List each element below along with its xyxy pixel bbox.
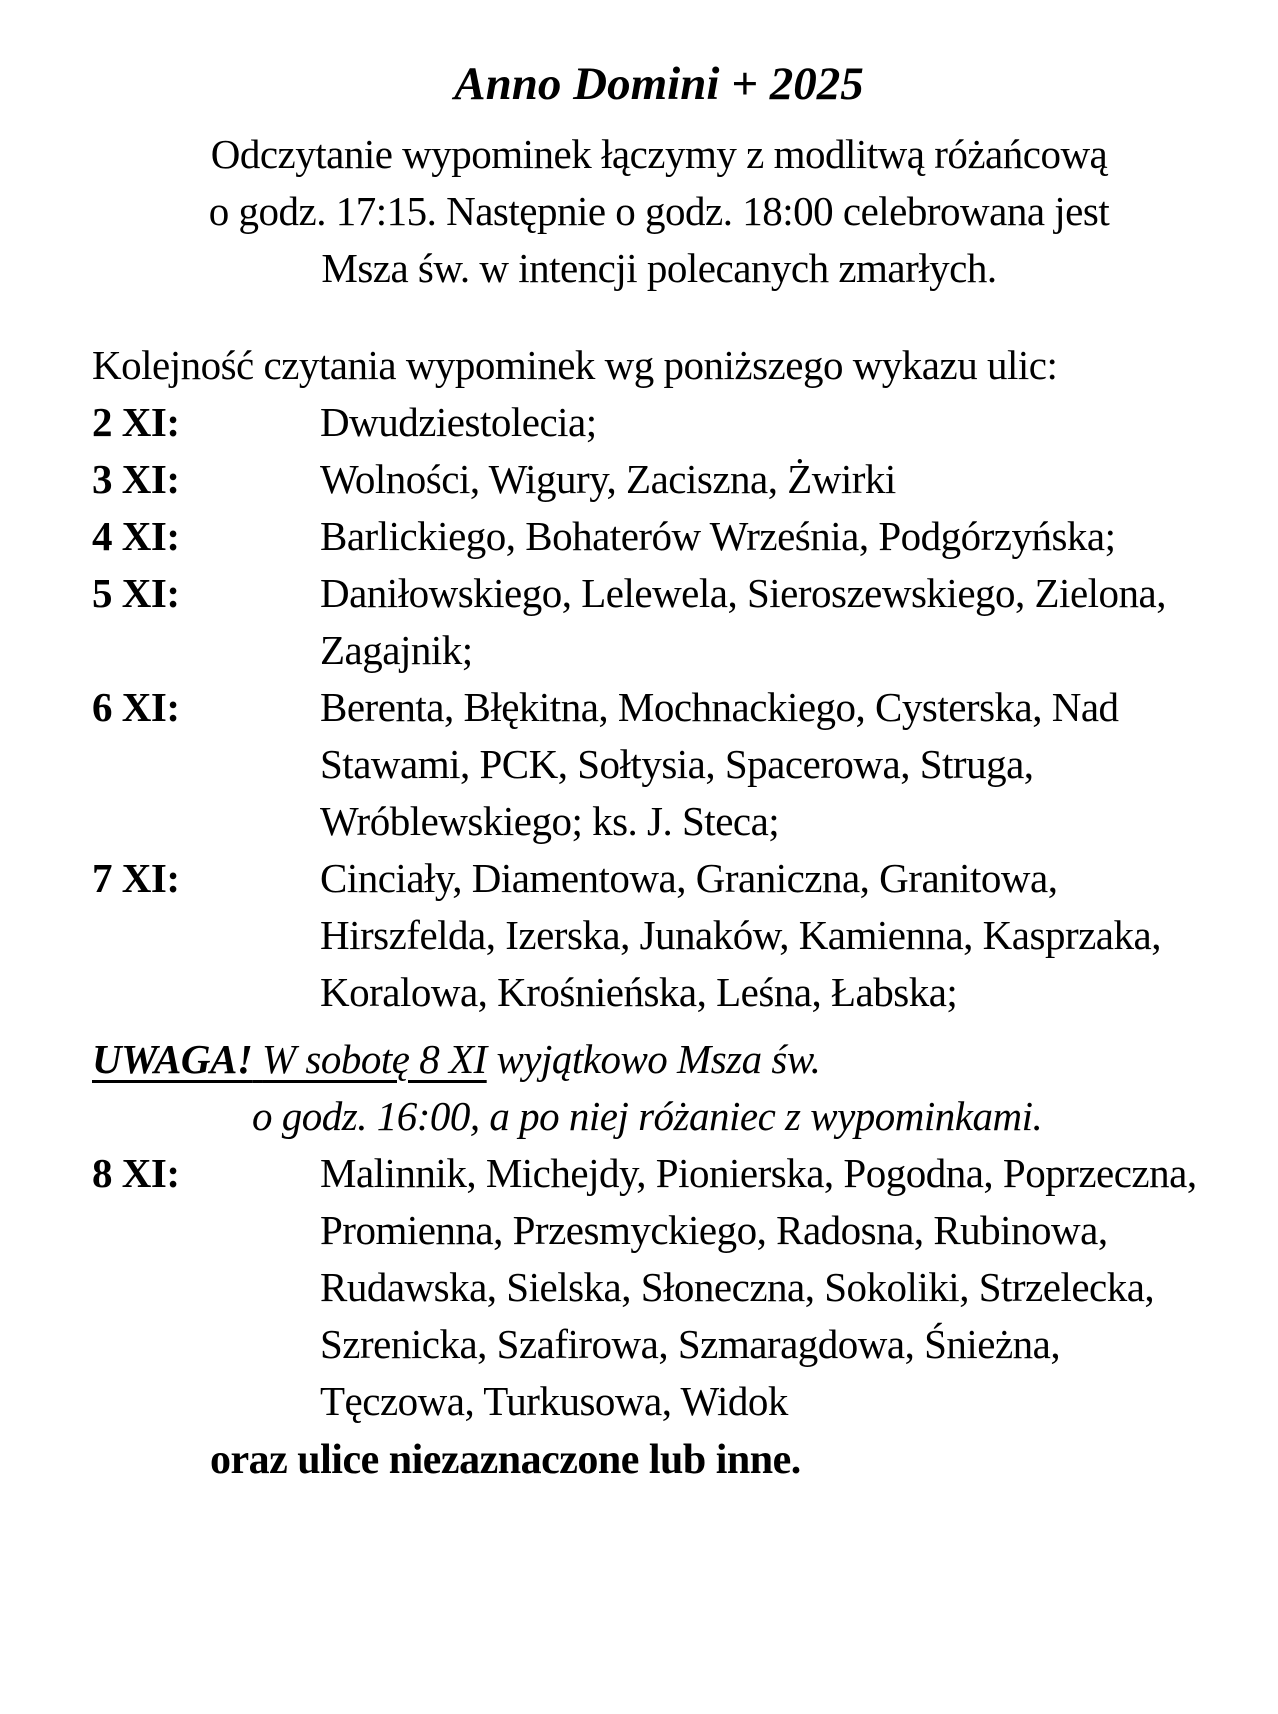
schedule-row-4xi [92,508,1226,565]
schedule-streets: Wolności, Wigury, Zaciszna, Żwirki [320,456,896,502]
intro-line-1: Odczytanie wypominek łączymy z modlitwą różańcową [210,131,1108,177]
schedule-row-7xi [92,850,1226,1021]
intro-paragraph [92,126,1226,297]
schedule-day-label: 6 XI: [92,684,180,730]
schedule-row-3xi [92,451,1226,508]
schedule-streets: Malinnik, Michejdy, Pionierska, Pogodna, Poprzeczna, Promienna, Przesmyckiego, Radosna, Rubinowa, Rudawska, Sielska, Słoneczna, Sokoliki, Strzelecka, Szrenicka, Szafirowa, Szmaragdowa, Śnieżna, Tęczowa, Turkusowa, Widok [320,1150,1197,1424]
notice-underlined-part [92,1036,487,1082]
intro-line-3: Msza św. w intencji polecanych zmarłych. [321,245,997,291]
page-title: Anno Domini + 2025 [454,58,864,110]
schedule-row-5xi [92,565,1226,679]
schedule-day-label: 2 XI: [92,399,180,445]
notice-rest-text: wyjątkowo Msza św. [496,1036,821,1082]
schedule-streets: Dwudziestolecia; [320,399,597,445]
saturday-notice-time: o godz. 16:00, a po niej różaniec z wypominkami. [252,1093,1043,1139]
schedule-row-2xi [92,394,1226,451]
schedule-day-label: 5 XI: [92,570,180,616]
schedule-day-label: 8 XI: [92,1150,180,1196]
schedule-day-label: 7 XI: [92,855,180,901]
schedule-heading: Kolejność czytania wypominek wg poniższego wykazu ulic: [92,342,1058,388]
schedule-day-label: 3 XI: [92,456,180,502]
schedule-streets: Daniłowskiego, Lelewela, Sieroszewskiego, Zielona, Zagajnik; [320,570,1166,673]
schedule-list [92,394,1226,1430]
other-streets-note: oraz ulice niezaznaczone lub inne. [210,1437,801,1483]
notice-date-text: W sobotę 8 XI [262,1036,487,1082]
notice-warning-label: UWAGA! [92,1036,253,1082]
schedule-day-label: 4 XI: [92,513,180,559]
schedule-streets: Cinciały, Diamentowa, Graniczna, Granitowa, Hirszfelda, Izerska, Junaków, Kamienna, Kasprzaka, Koralowa, Krośnieńska, Leśna, Łabska; [320,855,1161,1015]
schedule-streets: Barlickiego, Bohaterów Września, Podgórzyńska; [320,513,1116,559]
intro-line-2: o godz. 17:15. Następnie o godz. 18:00 celebrowana jest [208,188,1110,234]
saturday-notice [92,1031,1226,1088]
schedule-streets: Berenta, Błękitna, Mochnackiego, Cysterska, Nad Stawami, PCK, Sołtysia, Spacerowa, Struga, Wróblewskiego; ks. J. Steca; [320,684,1119,844]
schedule-row-6xi [92,679,1226,850]
schedule-row-8xi [92,1145,1226,1430]
